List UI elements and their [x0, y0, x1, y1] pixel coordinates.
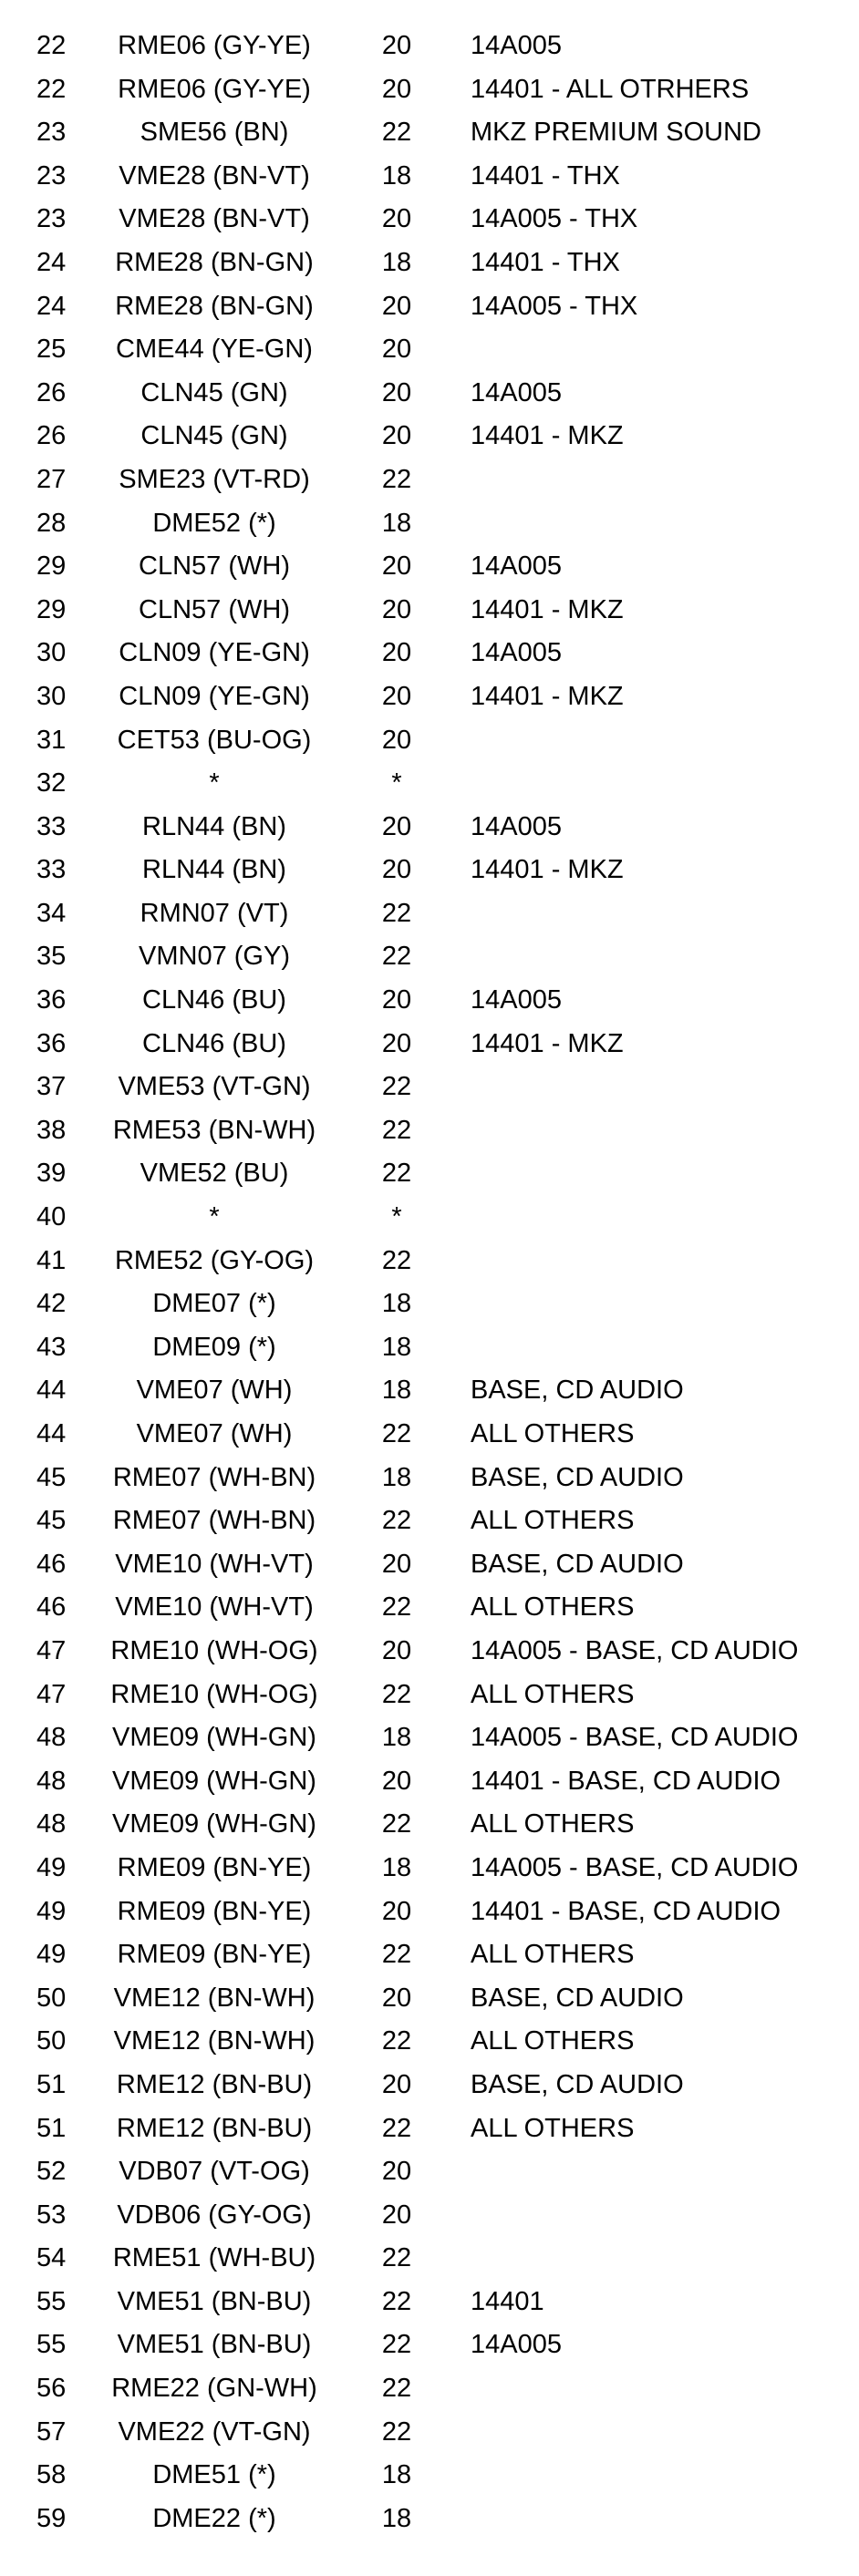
row-note: 14A005 [471, 2330, 562, 2360]
wire-gauge: * [391, 768, 402, 799]
pin-number: 29 [36, 594, 67, 624]
pin-number: 46 [36, 1592, 67, 1623]
wire-gauge: 20 [381, 421, 412, 451]
wire-gauge: 22 [381, 1940, 412, 1970]
row-note: BASE, CD AUDIO [471, 1462, 684, 1492]
table-row [0, 2454, 859, 2498]
row-note: BASE, CD AUDIO [471, 1983, 684, 2013]
wire-gauge: 20 [381, 811, 412, 841]
wire-gauge: 20 [381, 638, 412, 668]
table-row [0, 2150, 859, 2194]
pin-number: 34 [36, 898, 67, 928]
wire-gauge: 22 [381, 1592, 412, 1623]
table-row [0, 806, 859, 850]
table-row [0, 849, 859, 892]
table-row [0, 892, 859, 936]
pin-number: 51 [36, 2069, 67, 2099]
row-note: 14A005 - THX [471, 204, 638, 234]
table-row [0, 1716, 859, 1760]
circuit-name: DME52 (*) [152, 508, 276, 538]
circuit-name: RME06 (GY-YE) [118, 31, 311, 60]
circuit-name: SME56 (BN) [140, 118, 289, 148]
pin-number: 57 [36, 2416, 67, 2447]
circuit-name: VMN07 (GY) [139, 942, 290, 972]
pin-number: 27 [36, 464, 67, 494]
pin-number: 26 [36, 377, 67, 407]
table-row [0, 1413, 859, 1457]
pin-number: 41 [36, 1245, 67, 1275]
pin-number: 33 [36, 811, 67, 841]
table-row [0, 25, 859, 68]
table-row [0, 1326, 859, 1370]
circuit-name: VME28 (BN-VT) [119, 204, 310, 234]
table-row [0, 1977, 859, 2021]
wire-gauge: 20 [381, 74, 412, 104]
circuit-name: VDB07 (VT-OG) [119, 2157, 310, 2187]
pin-number: 47 [36, 1679, 67, 1709]
circuit-name: CLN46 (BU) [142, 985, 286, 1015]
pin-number: 22 [36, 74, 67, 104]
row-note: 14A005 [471, 811, 562, 841]
wire-gauge: 20 [381, 725, 412, 755]
pin-number: 23 [36, 160, 67, 191]
wire-gauge: 22 [381, 464, 412, 494]
wire-gauge: 20 [381, 1896, 412, 1926]
table-row [0, 2194, 859, 2238]
pin-number: 49 [36, 1852, 67, 1882]
circuit-name: RME09 (BN-YE) [117, 1896, 312, 1926]
table-row [0, 1847, 859, 1891]
table-row [0, 1283, 859, 1326]
circuit-name: RME28 (BN-GN) [115, 247, 314, 277]
circuit-name: RME07 (WH-BN) [112, 1462, 316, 1492]
circuit-name: RMN07 (VT) [140, 898, 289, 928]
pin-number: 49 [36, 1896, 67, 1926]
wire-gauge: 20 [381, 594, 412, 624]
row-note: ALL OTHERS [471, 1679, 635, 1709]
circuit-name: * [209, 768, 220, 799]
row-note: ALL OTHERS [471, 2026, 635, 2056]
circuit-name: RME10 (WH-OG) [110, 1635, 318, 1665]
wire-gauge: 20 [381, 31, 412, 60]
table-row [0, 1196, 859, 1240]
wire-gauge: 18 [381, 247, 412, 277]
table-row [0, 2367, 859, 2411]
pin-number: 26 [36, 421, 67, 451]
pin-number: 55 [36, 2286, 67, 2316]
circuit-name: CLN45 (GN) [140, 421, 288, 451]
pin-number: 23 [36, 204, 67, 234]
table-row [0, 1066, 859, 1109]
pin-number: 50 [36, 1983, 67, 2013]
circuit-name: VME51 (BN-BU) [117, 2286, 312, 2316]
table-row [0, 2107, 859, 2151]
circuit-name: * [209, 1202, 220, 1232]
pin-number: 36 [36, 1028, 67, 1058]
table-row [0, 372, 859, 416]
row-note: 14401 - MKZ [471, 1028, 624, 1058]
wire-gauge: 22 [381, 2330, 412, 2360]
circuit-name: VME09 (WH-GN) [112, 1809, 316, 1839]
circuit-name: DME07 (*) [152, 1289, 276, 1319]
wire-gauge: 18 [381, 1332, 412, 1362]
circuit-name: RME28 (BN-GN) [115, 291, 314, 321]
pin-number: 58 [36, 2460, 67, 2490]
table-row [0, 198, 859, 242]
table-row [0, 1457, 859, 1500]
pin-number: 29 [36, 551, 67, 582]
pin-number: 45 [36, 1506, 67, 1536]
circuit-name: RME53 (BN-WH) [112, 1115, 316, 1145]
wire-gauge: 18 [381, 1376, 412, 1406]
table-row [0, 762, 859, 806]
row-note: 14A005 - BASE, CD AUDIO [471, 1852, 799, 1882]
pin-number: 36 [36, 985, 67, 1015]
wire-gauge: 22 [381, 2026, 412, 2056]
pin-number: 54 [36, 2243, 67, 2273]
table-row [0, 979, 859, 1023]
pin-number: 40 [36, 1202, 67, 1232]
table-row [0, 2281, 859, 2324]
wire-gauge: 20 [381, 291, 412, 321]
row-note: 14A005 - BASE, CD AUDIO [471, 1723, 799, 1753]
table-row [0, 1240, 859, 1283]
row-note: ALL OTHERS [471, 1809, 635, 1839]
circuit-name: RME09 (BN-YE) [117, 1852, 312, 1882]
pin-number: 44 [36, 1376, 67, 1406]
row-note: 14401 - BASE, CD AUDIO [471, 1896, 781, 1926]
circuit-name: DME51 (*) [152, 2460, 276, 2490]
circuit-name: CME44 (YE-GN) [116, 335, 313, 365]
row-note: 14A005 [471, 377, 562, 407]
circuit-name: VME28 (BN-VT) [119, 160, 310, 191]
row-note: 14A005 [471, 551, 562, 582]
wire-gauge: 22 [381, 942, 412, 972]
table-row [0, 2411, 859, 2455]
table-row [0, 328, 859, 372]
table-row [0, 589, 859, 633]
circuit-name: RME22 (GN-WH) [111, 2374, 317, 2404]
pin-number: 51 [36, 2113, 67, 2143]
circuit-name: CLN46 (BU) [142, 1028, 286, 1058]
wire-gauge: 20 [381, 1766, 412, 1796]
circuit-name: RLN44 (BN) [142, 855, 286, 885]
pin-number: 59 [36, 2503, 67, 2533]
circuit-name: CLN09 (YE-GN) [119, 638, 310, 668]
circuit-name: RME09 (BN-YE) [117, 1940, 312, 1970]
table-row [0, 285, 859, 329]
table-row [0, 1499, 859, 1543]
row-note: 14A005 [471, 31, 562, 60]
table-row [0, 502, 859, 546]
wire-gauge: 22 [381, 1679, 412, 1709]
table-row [0, 545, 859, 589]
wire-gauge: 22 [381, 1072, 412, 1102]
circuit-name: DME09 (*) [152, 1332, 276, 1362]
pin-number: 43 [36, 1332, 67, 1362]
circuit-name: DME22 (*) [152, 2503, 276, 2533]
circuit-name: VME52 (BU) [140, 1159, 289, 1189]
table-row [0, 68, 859, 112]
row-note: MKZ PREMIUM SOUND [471, 118, 761, 148]
pin-number: 53 [36, 2200, 67, 2230]
connector-pinout-table [0, 25, 859, 2540]
wire-gauge: 18 [381, 160, 412, 191]
row-note: ALL OTHERS [471, 1419, 635, 1448]
table-row [0, 1933, 859, 1977]
circuit-name: VME51 (BN-BU) [117, 2330, 312, 2360]
row-note: 14401 [471, 2286, 544, 2316]
wire-gauge: 20 [381, 2069, 412, 2099]
circuit-name: VME07 (WH) [136, 1376, 293, 1406]
table-row [0, 1369, 859, 1413]
table-row [0, 155, 859, 199]
pin-number: 25 [36, 335, 67, 365]
circuit-name: VME12 (BN-WH) [113, 2026, 316, 2056]
pin-number: 24 [36, 291, 67, 321]
table-row [0, 2020, 859, 2064]
circuit-name: RME10 (WH-OG) [110, 1679, 318, 1709]
table-row [0, 1803, 859, 1847]
circuit-name: CLN45 (GN) [140, 377, 288, 407]
wire-gauge: 18 [381, 508, 412, 538]
wire-gauge: 20 [381, 2200, 412, 2230]
pin-number: 39 [36, 1159, 67, 1189]
table-row [0, 719, 859, 763]
circuit-name: RME06 (GY-YE) [118, 74, 311, 104]
table-row [0, 2498, 859, 2541]
table-row [0, 2064, 859, 2107]
circuit-name: RME07 (WH-BN) [112, 1506, 316, 1536]
circuit-name: CET53 (BU-OG) [117, 725, 312, 755]
pin-number: 30 [36, 638, 67, 668]
wire-gauge: 20 [381, 855, 412, 885]
wire-gauge: 20 [381, 377, 412, 407]
wire-gauge: 20 [381, 1549, 412, 1579]
table-row [0, 935, 859, 979]
circuit-name: VME07 (WH) [136, 1419, 293, 1448]
circuit-name: CLN57 (WH) [139, 594, 290, 624]
wire-gauge: 22 [381, 2286, 412, 2316]
row-note: ALL OTHERS [471, 1940, 635, 1970]
circuit-name: VME53 (VT-GN) [118, 1072, 311, 1102]
circuit-name: RME52 (GY-OG) [114, 1245, 315, 1275]
row-note: BASE, CD AUDIO [471, 2069, 684, 2099]
pin-number: 37 [36, 1072, 67, 1102]
wire-gauge: 18 [381, 2503, 412, 2533]
wire-gauge: * [391, 1202, 402, 1232]
circuit-name: VDB06 (GY-OG) [117, 2200, 312, 2230]
row-note: ALL OTHERS [471, 2113, 635, 2143]
circuit-name: VME09 (WH-GN) [112, 1723, 316, 1753]
table-row [0, 1586, 859, 1630]
table-row [0, 1109, 859, 1153]
wire-gauge: 18 [381, 1289, 412, 1319]
pin-number: 56 [36, 2374, 67, 2404]
table-row [0, 111, 859, 155]
wire-gauge: 20 [381, 1635, 412, 1665]
row-note: 14401 - MKZ [471, 681, 624, 711]
row-note: BASE, CD AUDIO [471, 1376, 684, 1406]
row-note: 14401 - MKZ [471, 855, 624, 885]
circuit-name: VME10 (WH-VT) [115, 1592, 314, 1623]
table-row [0, 1630, 859, 1674]
pin-number: 48 [36, 1723, 67, 1753]
pin-number: 30 [36, 681, 67, 711]
row-note: 14A005 [471, 638, 562, 668]
wire-gauge: 22 [381, 1159, 412, 1189]
pin-number: 47 [36, 1635, 67, 1665]
row-note: 14A005 - BASE, CD AUDIO [471, 1635, 799, 1665]
table-row [0, 415, 859, 459]
row-note: 14401 - THX [471, 160, 620, 191]
row-note: ALL OTHERS [471, 1506, 635, 1536]
wire-gauge: 22 [381, 1506, 412, 1536]
pin-number: 28 [36, 508, 67, 538]
wire-gauge: 20 [381, 551, 412, 582]
pin-number: 46 [36, 1549, 67, 1579]
wire-gauge: 20 [381, 335, 412, 365]
table-row [0, 1543, 859, 1587]
pin-number: 50 [36, 2026, 67, 2056]
pin-number: 45 [36, 1462, 67, 1492]
table-row [0, 1152, 859, 1196]
circuit-name: RME12 (BN-BU) [116, 2113, 313, 2143]
wire-gauge: 20 [381, 985, 412, 1015]
wire-gauge: 22 [381, 1419, 412, 1448]
wire-gauge: 22 [381, 2374, 412, 2404]
row-note: ALL OTHERS [471, 1592, 635, 1623]
table-row [0, 1760, 859, 1804]
table-row [0, 1023, 859, 1066]
wire-gauge: 18 [381, 1462, 412, 1492]
wire-gauge: 22 [381, 898, 412, 928]
pin-number: 48 [36, 1809, 67, 1839]
wire-gauge: 18 [381, 1723, 412, 1753]
table-row [0, 675, 859, 719]
pin-number: 44 [36, 1419, 67, 1448]
circuit-name: RLN44 (BN) [142, 811, 286, 841]
table-row [0, 1674, 859, 1717]
pin-number: 42 [36, 1289, 67, 1319]
table-row [0, 2324, 859, 2367]
pin-number: 24 [36, 247, 67, 277]
wire-gauge: 22 [381, 1809, 412, 1839]
pin-number: 33 [36, 855, 67, 885]
wire-gauge: 18 [381, 2460, 412, 2490]
wire-gauge: 22 [381, 1245, 412, 1275]
wire-gauge: 22 [381, 2416, 412, 2447]
circuit-name: VME22 (VT-GN) [118, 2416, 311, 2447]
wire-gauge: 22 [381, 2243, 412, 2273]
table-row [0, 242, 859, 285]
pin-number: 35 [36, 942, 67, 972]
wire-gauge: 20 [381, 2157, 412, 2187]
pin-number: 52 [36, 2157, 67, 2187]
circuit-name: VME10 (WH-VT) [115, 1549, 314, 1579]
table-row [0, 632, 859, 675]
wire-gauge: 20 [381, 1028, 412, 1058]
pin-number: 23 [36, 118, 67, 148]
table-row [0, 459, 859, 502]
circuit-name: RME12 (BN-BU) [116, 2069, 313, 2099]
wire-gauge: 22 [381, 2113, 412, 2143]
circuit-name: RME51 (WH-BU) [112, 2243, 316, 2273]
row-note: 14401 - ALL OTRHERS [471, 74, 750, 104]
pin-number: 31 [36, 725, 67, 755]
row-note: 14A005 - THX [471, 291, 638, 321]
circuit-name: SME23 (VT-RD) [119, 464, 310, 494]
row-note: 14A005 [471, 985, 562, 1015]
wire-gauge: 22 [381, 118, 412, 148]
pin-number: 48 [36, 1766, 67, 1796]
circuit-name: CLN57 (WH) [139, 551, 290, 582]
circuit-name: VME09 (WH-GN) [112, 1766, 316, 1796]
pin-number: 22 [36, 31, 67, 60]
row-note: 14401 - MKZ [471, 594, 624, 624]
circuit-name: CLN09 (YE-GN) [119, 681, 310, 711]
table-row [0, 2237, 859, 2281]
row-note: 14401 - THX [471, 247, 620, 277]
pin-number: 55 [36, 2330, 67, 2360]
row-note: BASE, CD AUDIO [471, 1549, 684, 1579]
wire-gauge: 20 [381, 681, 412, 711]
row-note: 14401 - BASE, CD AUDIO [471, 1766, 781, 1796]
row-note: 14401 - MKZ [471, 421, 624, 451]
wire-gauge: 20 [381, 204, 412, 234]
wire-gauge: 18 [381, 1852, 412, 1882]
table-row [0, 1891, 859, 1934]
pin-number: 49 [36, 1940, 67, 1970]
wire-gauge: 22 [381, 1115, 412, 1145]
pin-number: 38 [36, 1115, 67, 1145]
pin-number: 32 [36, 768, 67, 799]
wire-gauge: 20 [381, 1983, 412, 2013]
circuit-name: VME12 (BN-WH) [113, 1983, 316, 2013]
